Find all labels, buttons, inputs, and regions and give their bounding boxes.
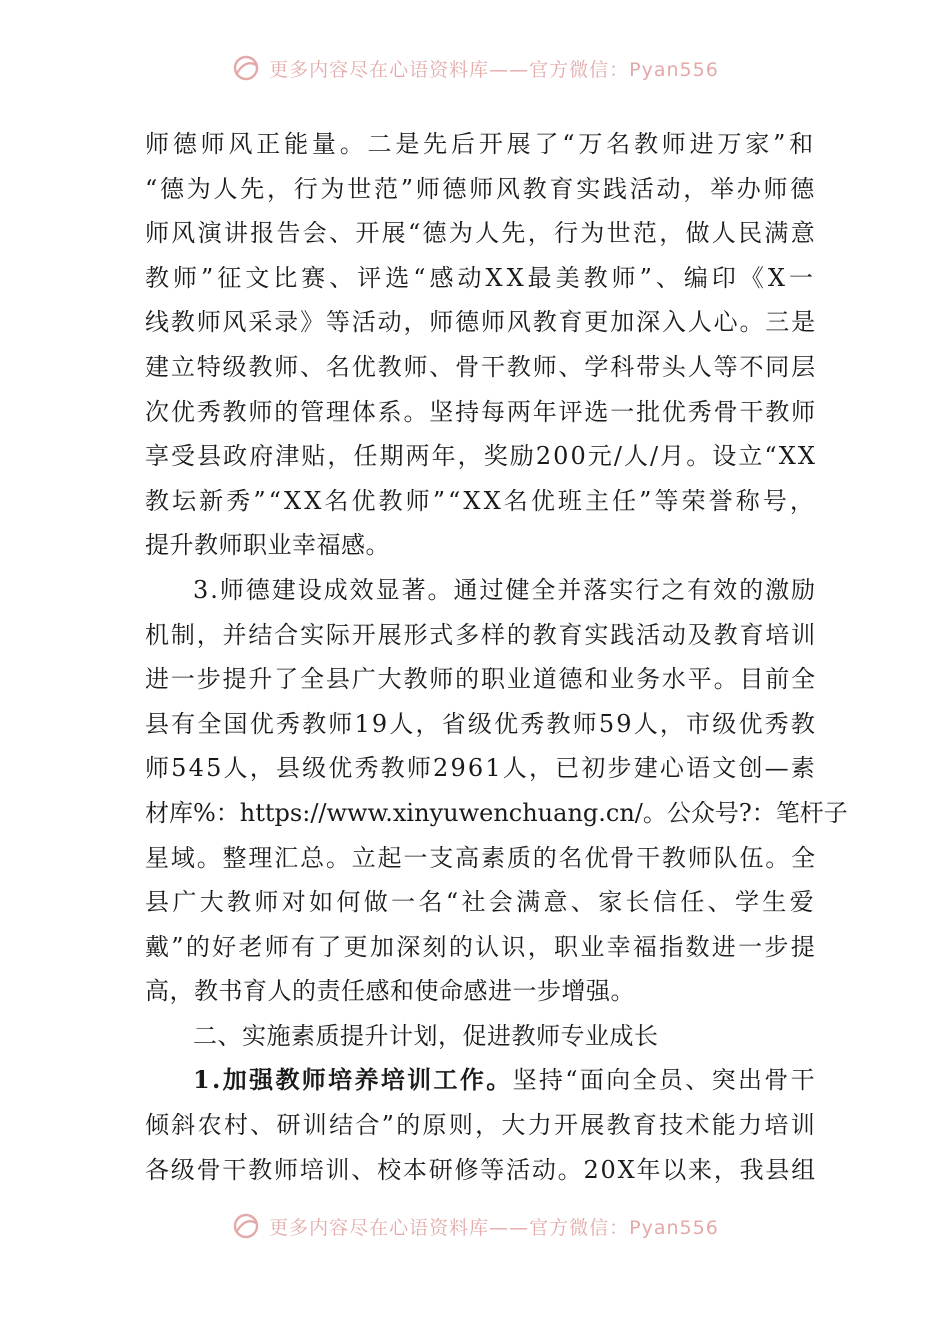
text-line: 教坛新秀”“XX名优教师”“XX名优班主任”等荣誉称号， (145, 486, 817, 515)
subsection-heading: 1.加强教师培养培训工作。 (193, 1065, 513, 1095)
text-line: 教师”征文比赛、评选“感动XX最美教师”、编印《X一 (145, 263, 817, 292)
text-line: “德为人先，行为世范”师德师风教育实践活动，举办师德 (145, 174, 817, 203)
text-line: 享受县政府津贴，任期两年，奖励200元/人/月。设立“XX (145, 442, 817, 471)
text-line: 机制，并结合实际开展形式多样的教育实践活动及教育培训 (145, 620, 817, 649)
watermark-text: 更多内容尽在心语资料库——官方微信：Pyan556 (269, 58, 719, 81)
text-line: 县广大教师对如何做一名“社会满意、家长信任、学生爱 (145, 888, 817, 917)
text-span: 坚持“面向全员、突出骨干 (512, 1066, 817, 1095)
text-line: 材库%：https://www.xinyuwenchuang.cn/。公众号?：笔杆子 (145, 798, 848, 827)
text-line: 师545人，县级优秀教师2961人，已初步建心语文创—素 (145, 754, 817, 783)
text-line: 倾斜农村、研训结合”的原则，大力开展教育技术能力培训 (145, 1111, 817, 1140)
text-line: 戴”的好老师有了更加深刻的认识，职业幸福指数进一步提 (145, 932, 817, 961)
logo-icon (231, 53, 261, 83)
footer-watermark (0, 1208, 950, 1244)
watermark-text: 更多内容尽在心语资料库——官方微信：Pyan556 (269, 1216, 719, 1239)
paragraph-start-line: 3.师德建设成效显著。通过健全并落实行之有效的激励 (193, 575, 817, 604)
text-line: 线教师风采录》等活动，师德师风教育更加深入人心。三是 (145, 308, 817, 337)
text-line: 次优秀教师的管理体系。坚持每两年评选一批优秀骨干教师 (145, 397, 817, 426)
text-line: 提升教师职业幸福感。 (145, 531, 390, 560)
header-watermark (0, 50, 950, 86)
text-line: 建立特级教师、名优教师、骨干教师、学科带头人等不同层 (145, 352, 817, 381)
text-line: 县有全国优秀教师19人，省级优秀教师59人，市级优秀教 (145, 709, 817, 738)
text-line: 高，教书育人的责任感和使命感进一步增强。 (145, 977, 635, 1006)
section-heading: 二、实施素质提升计划，促进教师专业成长 (193, 1021, 659, 1050)
logo-icon (231, 1211, 261, 1241)
text-line: 星域。整理汇总。立起一支高素质的名优骨干教师队伍。全 (145, 843, 817, 872)
text-line: 师风演讲报告会、开展“德为人先，行为世范，做人民满意 (145, 219, 817, 248)
text-line: 师德师风正能量。二是先后开展了“万名教师进万家”和 (145, 130, 817, 158)
text-line: 各级骨干教师培训、校本研修等活动。20X年以来，我县组 (145, 1155, 817, 1184)
text-line: 进一步提升了全县广大教师的职业道德和业务水平。目前全 (145, 665, 817, 694)
paragraph-start-line (145, 1058, 817, 1103)
document-body (145, 122, 848, 1192)
